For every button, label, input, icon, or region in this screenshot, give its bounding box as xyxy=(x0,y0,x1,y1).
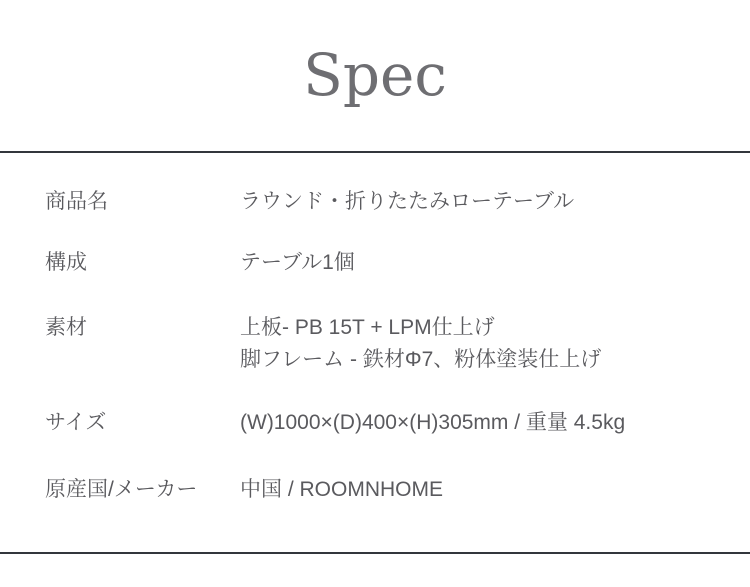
page-title: Spec xyxy=(303,41,447,109)
spec-row xyxy=(45,312,725,376)
spec-row-label: 構成 xyxy=(45,251,87,274)
spec-row-value xyxy=(240,186,725,218)
spec-row-value xyxy=(240,407,725,439)
spec-row xyxy=(45,247,725,279)
spec-row xyxy=(45,186,725,218)
spec-row-label: 原産国/メーカー xyxy=(45,478,198,501)
spec-row-value xyxy=(240,474,725,506)
spec-row-label: サイズ xyxy=(45,411,107,434)
spec-value-line: 中国 / ROOMNHOME xyxy=(240,478,443,501)
spec-value-line: ラウンド・折りたたみローテーブル xyxy=(240,190,575,213)
spec-value-line: (W)1000×(D)400×(H)305mm / 重量 4.5kg xyxy=(240,411,626,434)
spec-value-line: 脚フレーム - 鉄材Φ7、粉体塗装仕上げ xyxy=(240,348,602,371)
spec-row xyxy=(45,474,725,506)
spec-value-line: 上板- PB 15T + LPM仕上げ xyxy=(240,316,495,339)
spec-row-value xyxy=(240,247,725,279)
spec-row-value xyxy=(240,312,725,376)
spec-row xyxy=(45,407,725,439)
spec-row-label: 素材 xyxy=(45,316,87,339)
bottom-divider xyxy=(0,552,750,554)
spec-value-line: テーブル1個 xyxy=(240,251,355,274)
spec-row-label: 商品名 xyxy=(45,190,108,213)
